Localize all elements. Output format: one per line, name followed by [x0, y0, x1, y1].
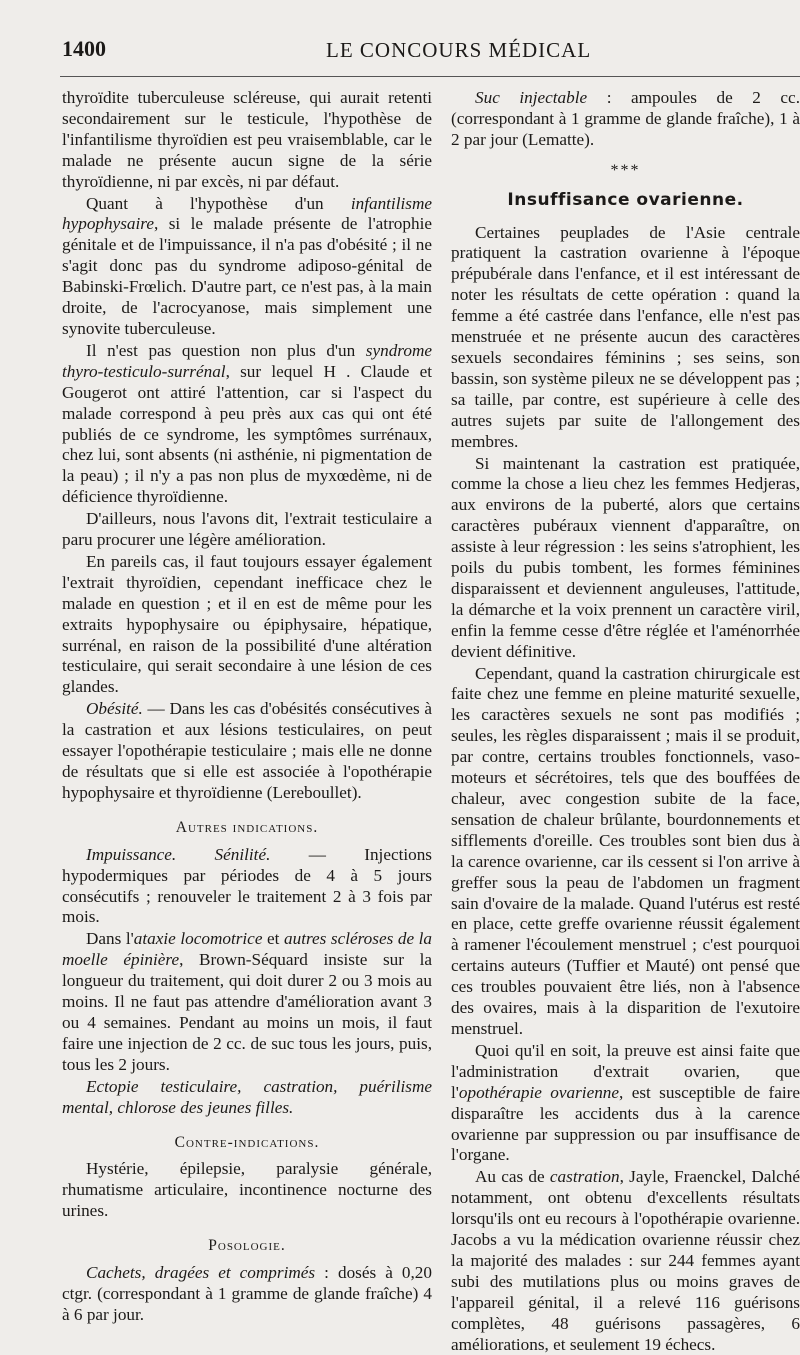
paragraph: En pareils cas, il faut toujours essayer également l'extrait thyroïdien, cependant inefficace chez le malade en question ; et il en est de même pour les extraits hypophysaire ou épiphysaire, hépatique, surrénal, en raison de la possibilité d'une altération testiculaire, qui serait secondaire à une lésion de ces glandes.: [62, 551, 432, 697]
page-header: [62, 36, 800, 66]
paragraph: Impuissance. Sénilité. — Injections hypodermiques par périodes de 4 à 5 jours consécutifs ; renouveler le traitement 2 à 3 fois par mois.: [62, 844, 433, 927]
right-column: [451, 88, 800, 1354]
paragraph: Suc injectable : ampoules de 2 cc. (correspondant à 1 gramme de glande fraîche), 1 à 2 par jour (Lematte).: [451, 88, 800, 149]
paragraph: Si maintenant la castration est pratiquée, comme la chose a lieu chez les femmes Hedjeras, aux environs de la puberté, alors que certains caractères pubéraux viennent d'apparaître, on assiste à leur régression : les seins s'atrophient, les poils du pubis tombent, les formes féminines disparaissent et deviennent anguleuses, l'attitude, la démarche et la voix prennent un caractère viril, enfin la femme cesse d'être réglée et l'aménorrhée devient définitive.: [451, 453, 800, 661]
paragraph: Au cas de castration, Jayle, Fraenckel, Dalché notamment, ont obtenu d'excellents résultats lorsqu'ils ont eu recours à l'opothérapie ovarienne. Jacobs a vu la médication ovarienne réussir chez la majorité des malades : sur 244 femmes ayant subi des mutilations plus ou moins graves de l'appareil génital, il a relevé 116 guérisons complètes, 48 guérisons passagères, 6 améliorations, et seulement 19 échecs.: [451, 1167, 800, 1354]
paragraph: thyroïdite tuberculeuse scléreuse, qui aurait retenti secondairement sur le testicule, l'hypothèse de l'infantilisme thyroïdien est peu vraisemblable, car le malade ne présente aucun signe de la série thyroïdienne, ni par excès, ni par défaut.: [62, 88, 432, 191]
left-column: [62, 88, 433, 1324]
paragraph: Ectopie testiculaire, castration, puérilisme mental, chlorose des jeunes filles.: [62, 1076, 432, 1117]
section-heading-autres-indications: Autres indications.: [175, 818, 319, 836]
journal-title: LE CONCOURS MÉDICAL: [326, 38, 592, 62]
section-separator-stars: ***: [610, 161, 641, 179]
paragraph: D'ailleurs, nous l'avons dit, l'extrait testiculaire a paru procurer une légère amélioration.: [62, 509, 432, 550]
section-heading-insuffisance-ovarienne: Insuffisance ovarienne.: [507, 189, 744, 210]
paragraph: Il n'est pas question non plus d'un syndrome thyro-testiculo-surrénal, sur lequel H . Claude et Gougerot ont attiré l'attention, car si l'aspect du malade correspond à peu près aux cas qui ont été publiés de ce syndrome, les symptômes surrénaux, chez lui, sont absents (ni asthénie, ni pigmentation de la peau) ; il n'y a pas non plus de myxœdème, ni de déficience thyroïdienne.: [62, 340, 432, 507]
section-heading-contre-indications: Contre-indications.: [174, 1133, 320, 1151]
header-rule: [60, 76, 800, 77]
paragraph: Hystérie, épilepsie, paralysie générale, rhumatisme articulaire, incontinence nocturne des urines.: [62, 1159, 432, 1221]
paragraph: Certaines peuplades de l'Asie centrale pratiquent la castration ovarienne à l'époque prépubérale dans l'enfance, et il est intéressant de noter les résultats de cette opération : quand la femme a été castrée dans l'enfance, elle n'est pas menstruée et ne présente aucun des caractères sexuels secondaires féminins ; ses seins, son bassin, son système pileux ne se développent pas ; sa taille, par contre, est supérieure à celle des autres sujets par suite de l'allongement des membres.: [451, 222, 800, 451]
paragraph: Quant à l'hypothèse d'un infantilisme hypophysaire, si le malade présente de l'atrophie génitale et de l'impuissance, il n'a pas d'obésité ; il ne s'agit donc pas du syndrome adiposo-génital de Babinski-Frœlich. D'autre part, ce n'est pas, à la main droite, de l'acrocyanose, mais simplement une synovite tuberculeuse.: [62, 193, 432, 338]
paragraph: Cachets, dragées et comprimés : dosés à 0,20 ctgr. (correspondant à 1 gramme de glande fraîche) 4 à 6 par jour.: [62, 1263, 432, 1324]
paragraph: Obésité. — Dans les cas d'obésités consécutives à la castration et aux lésions testiculaires, on peut essayer l'opothérapie testiculaire ; mais elle ne donne de résultats que si elle est associée à l'opothérapie hypophysaire et thyroïdienne (Lereboullet).: [62, 699, 432, 802]
section-heading-posologie: Posologie.: [208, 1237, 286, 1255]
paragraph: Dans l'ataxie locomotrice et autres scléroses de la moelle épinière, Brown-Séquard insiste sur la longueur du traitement, qui doit durer 2 ou 3 mois au moins. Il ne faut pas attendre d'amélioration avant 3 ou 4 semaines. Pendant au moins un mois, il faut faire une injection de 2 cc. de suc tous les jours, puis, tous les 2 jours.: [62, 929, 433, 1074]
page-number: 1400: [62, 36, 106, 61]
paragraph: Quoi qu'il en soit, la preuve est ainsi faite que l'administration d'extrait ovarien, que l'opothérapie ovarienne, est susceptible de faire disparaître les accidents dus à la carence ovarienne par suppression ou par insuffisance de l'organe.: [451, 1040, 800, 1165]
paragraph: Cependant, quand la castration chirurgicale est faite chez une femme en pleine maturité sexuelle, les caractères sexuels ne sont pas modifiés ; seules, les règles disparaissent ; mais il se produit, par contre, certains troubles fonctionnels, vaso-moteurs et sécrétoires, tels que des bouffées de chaleur, avec congestion subite de la face, sensation de chaleur brûlante, bourdonnements et sifflements d'oreille. Ces troubles sont bien dus à la carence ovarienne, car ils cessent si l'on arrive à greffer sous la peau de l'abdomen un fragment sain d'ovaire de la malade. Quand l'utérus est resté en place, cette greffe ovarienne réussit également à ramener l'écoulement menstruel ; c'est pourquoi certains auteurs (Tuffier et Mauté) ont pensé que ces troubles pouvaient être liés, non à l'absence des ovaires, mais à la disparition de l'exutoire menstruel.: [451, 663, 800, 1038]
